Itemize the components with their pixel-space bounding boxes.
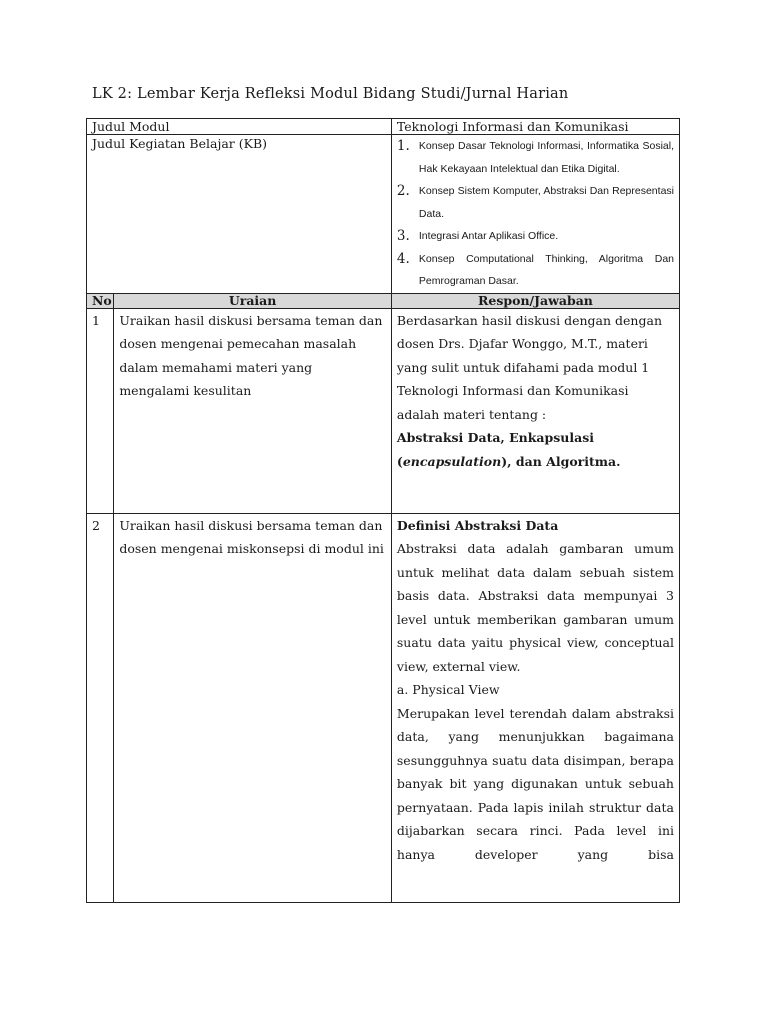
page-title: LK 2: Lembar Kerja Refleksi Modul Bidang Studi/Jurnal Harian (92, 86, 569, 102)
respon-text: Berdasarkan hasil diskusi dengan dengan dosen Drs. Djafar Wonggo, M.T., materi yang sulit untuk difahami pada modul 1 Teknologi Informasi dan Komunikasi adalah materi tentang : (396, 312, 662, 422)
respon-bold-part: ), dan Algoritma. (501, 453, 621, 469)
kb-list-item (397, 225, 674, 248)
row-uraian: Uraikan hasil diskusi bersama teman dan dosen mengenai miskonsepsi di modul ini (114, 513, 392, 902)
judul-modul-label: Judul Modul (87, 119, 392, 135)
kb-item-text: Konsep Sistem Komputer, Abstraksi Dan Representasi Data. (418, 185, 674, 220)
kb-list-item (397, 135, 674, 180)
header-respon: Respon/Jawaban (391, 293, 679, 308)
table-row (87, 308, 680, 513)
judul-modul-row (87, 119, 680, 135)
kb-item-number: 4. (396, 250, 410, 267)
row-respon (391, 308, 679, 513)
kb-item-text: Konsep Dasar Teknologi Informasi, Informatika Sosial, Hak Kekayaan Intelektual dan Etika Digital. (418, 140, 674, 175)
kb-list (397, 135, 674, 293)
row-number: 1 (87, 308, 114, 513)
kb-list-item (397, 248, 674, 293)
row-uraian: Uraikan hasil diskusi bersama teman dan dosen mengenai pemecahan masalah dalam memahami materi yang mengalami kesulitan (114, 308, 392, 513)
kb-item-number: 3. (396, 228, 410, 244)
row-respon (391, 513, 679, 902)
respon-paragraph: Abstraksi data adalah gambaran umum untuk melihat data dalam sebuah sistem basis data. Abstraksi data mempunyai 3 level untuk memberikan gambaran umum suatu data yaitu physical view, conceptual view, external view. (396, 541, 674, 674)
kb-item-text: Integrasi Antar Aplikasi Office. (418, 230, 559, 242)
respon-conclusion (397, 426, 674, 473)
judul-kb-row (87, 135, 680, 294)
respon-paragraph: Merupakan level terendah dalam abstraksi data, yang menunjukkan bagaimana sesungguhnya suatu data disimpan, berapa banyak bit yang digunakan untuk sebuah pernyataan. Pada lapis inilah struktur data dijabarkan secara rinci. Pada level ini hanya developer yang bisa (396, 705, 674, 862)
table-row (87, 513, 680, 902)
kb-item-number: 2. (396, 183, 410, 199)
header-uraian: Uraian (114, 293, 392, 308)
judul-modul-value: Teknologi Informasi dan Komunikasi (391, 119, 679, 135)
kb-item-text: Konsep Computational Thinking, Algoritma Dan Pemrograman Dasar. (418, 252, 674, 287)
row-number: 2 (87, 513, 114, 902)
worksheet-table (86, 118, 680, 903)
table-header-row (87, 293, 680, 308)
judul-kb-label: Judul Kegiatan Belajar (KB) (87, 135, 392, 294)
respon-subheading: a. Physical View (396, 682, 500, 697)
judul-kb-list-cell (391, 135, 679, 294)
kb-list-item (397, 180, 674, 225)
kb-item-number: 1. (396, 138, 410, 154)
respon-bold-part: Abstraksi Data, Enkapsulasi ( (396, 430, 595, 469)
respon-heading: Definisi Abstraksi Data (396, 517, 559, 533)
header-no: No (87, 293, 114, 308)
respon-bold-italic: encapsulation (402, 453, 502, 469)
